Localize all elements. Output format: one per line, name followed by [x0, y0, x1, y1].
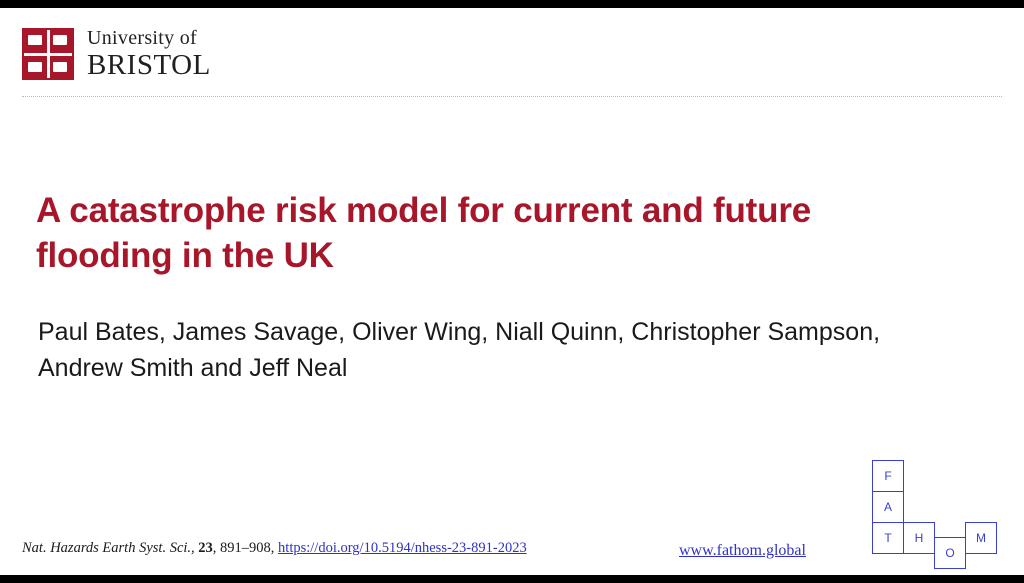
author-list: Paul Bates, James Savage, Oliver Wing, Niall Quinn, Christopher Sampson, Andrew Smith and Jeff Neal [38, 318, 881, 382]
doi-link[interactable]: https://doi.org/10.5194/nhess-23-891-2023 [278, 540, 527, 556]
fathom-logo [872, 460, 996, 570]
fathom-letter-o: O [934, 537, 966, 569]
fathom-letter-t: T [872, 522, 904, 554]
slide [0, 8, 1024, 575]
slide-header [0, 8, 1024, 100]
citation-journal: Nat. Hazards Earth Syst. Sci., [22, 540, 195, 556]
page-title: A catastrophe risk model for current and future flooding in the UK [36, 191, 812, 275]
header-divider [22, 96, 1002, 97]
bristol-crest-icon [22, 28, 74, 80]
fathom-website-link[interactable]: www.fathom.global [679, 542, 806, 559]
university-line-2: BRISTOL [87, 49, 211, 81]
fathom-letter-m: M [965, 522, 997, 554]
citation [22, 540, 527, 557]
fathom-letter-f: F [872, 460, 904, 492]
citation-volume: 23 [198, 540, 213, 556]
fathom-letter-h: H [903, 522, 935, 554]
university-wordmark [87, 28, 211, 80]
fathom-letter-a: A [872, 491, 904, 523]
citation-pages: , 891–908, [212, 540, 279, 556]
university-logo [22, 28, 211, 80]
university-line-1: University of [87, 27, 197, 49]
